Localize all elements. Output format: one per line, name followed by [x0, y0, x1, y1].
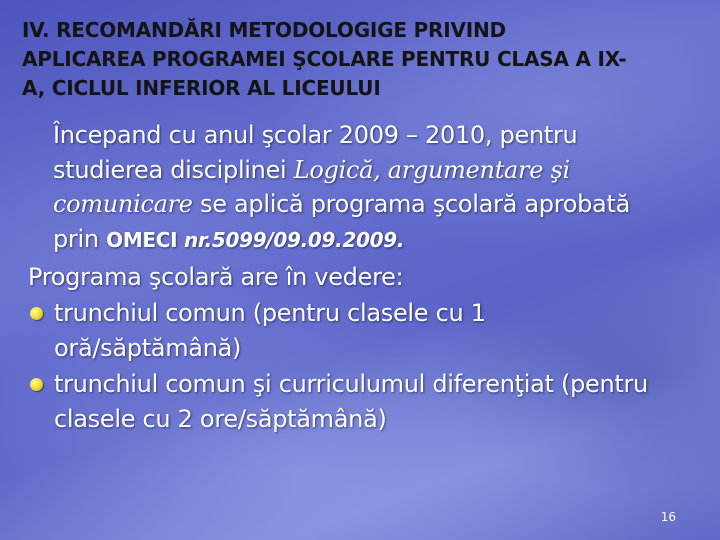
title-line: A, CICLUL INFERIOR AL LICEULUI [22, 76, 381, 100]
title-line: IV. RECOMANDĂRI METODOLOGIGE PRIVIND [22, 18, 506, 42]
slide-title [22, 16, 702, 103]
intro-text: studierea disciplinei [53, 155, 294, 184]
discipline-name: comunicare [53, 190, 193, 218]
bullet-text: trunchiul comun (pentru clasele cu 1 [54, 298, 486, 327]
order-reference: nr.5099/09.09.2009. [177, 227, 405, 252]
intro-text: se aplică programa şcolară aprobată [192, 190, 630, 218]
bullet-icon [30, 307, 43, 320]
intro-text: Începand cu anul şcolar 2009 – 2010, pentru [53, 121, 578, 149]
order-acronym: OMECI [106, 227, 178, 252]
program-heading: Programa şcolară are în vedere: [28, 263, 404, 291]
bullet-item [28, 296, 708, 367]
intro-line [53, 153, 693, 188]
intro-line [53, 118, 693, 153]
intro-line [53, 187, 693, 222]
intro-text: prin [53, 224, 107, 253]
program-section [28, 260, 708, 438]
bullet-text: oră/săptămână) [54, 334, 242, 362]
title-line: APLICAREA PROGRAMEI ŞCOLARE PENTRU CLASA A IX- [22, 47, 627, 71]
discipline-name: Logică, argumentare şi [293, 155, 570, 184]
bullet-text: clasele cu 2 ore/săptămână) [54, 405, 387, 433]
intro-paragraph [53, 118, 693, 257]
page-number: 16 [660, 510, 676, 524]
bullet-item [28, 367, 708, 438]
bullet-text: trunchiul comun şi curriculumul diferenţiat (pentru [54, 369, 648, 398]
bullet-icon [30, 378, 43, 391]
intro-line [53, 222, 693, 258]
